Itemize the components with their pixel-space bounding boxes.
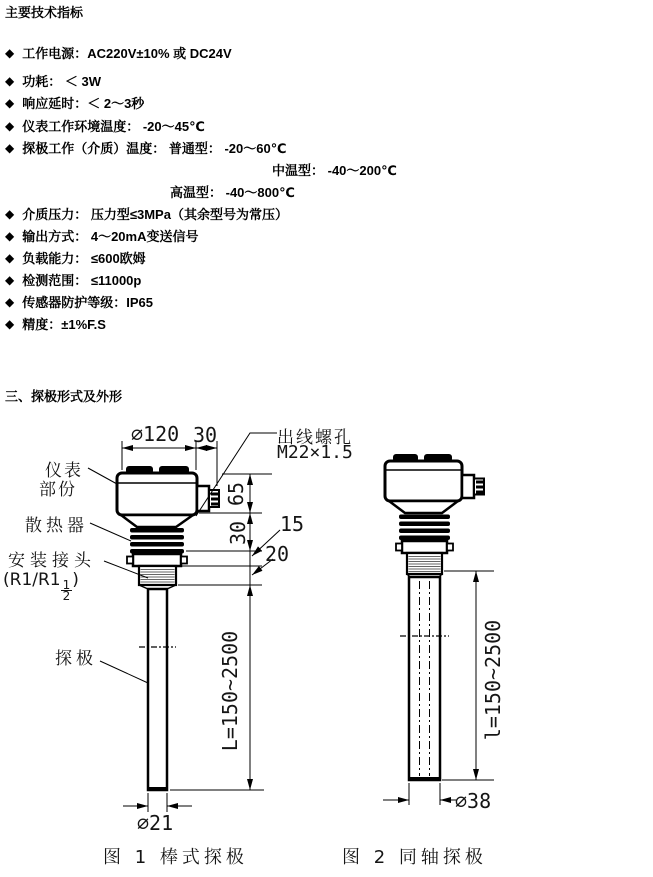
diamond-bullet-icon: ◆: [5, 74, 15, 88]
instrument-part-label-line1: 仪表: [45, 461, 83, 481]
figure1-caption: 图 1 棒式探极: [103, 847, 248, 868]
spec-text: 仪表工作环境温度： -20～45℃: [22, 119, 205, 134]
spec-text: 检测范围： ≤11000p: [22, 273, 142, 288]
figure1-drawing: [88, 433, 280, 812]
mount-joint-spec-label: (R1/R1 $\frac{1}{2}$ ): [3, 570, 79, 603]
dim-label-tube-length: l=150~2500: [481, 619, 505, 741]
spec-text: 中温型： -40～200℃: [272, 163, 397, 178]
spec-text: 工作电源：AC220V±10% 或 DC24V: [22, 46, 232, 61]
spec-text: 精度：±1%F.S: [22, 317, 106, 332]
instrument-part-label-line2: 部份: [39, 480, 77, 500]
spec-text: 输出方式： 4～20mA变送信号: [22, 229, 199, 244]
spec-text: 传感器防护等级：IP65: [22, 295, 153, 310]
figure2-heatsink-fins: [399, 515, 450, 541]
instrument-part-leader-line: [88, 468, 117, 484]
dim-label-head-height: 65: [224, 481, 248, 507]
figure2-caption: 图 2 同轴探极: [342, 847, 487, 868]
diamond-bullet-icon: ◆: [5, 273, 15, 287]
figure1-mounting-nut: [127, 554, 187, 566]
dim-label-heatsink-height: 30: [226, 520, 250, 546]
heatsink-label: 散热器: [25, 516, 88, 536]
dim-label-thread: 20: [265, 542, 290, 566]
figure1-thread: [139, 566, 176, 589]
figure2-mounting-nut: [396, 541, 453, 553]
spec-text: 响应延时：＜ 2～3秒: [22, 96, 145, 111]
dim-label-nut: 15: [280, 512, 305, 536]
figure1-heatsink-fins: [130, 528, 184, 554]
section-heading: 三、探极形式及外形: [5, 389, 123, 404]
spec-text: 负载能力： ≤600欧姆: [22, 251, 146, 266]
figure2-probe-head: [385, 454, 484, 513]
dim-label-rod-diameter: ∅21: [137, 811, 174, 835]
spec-text: 功耗： ＜ 3W: [22, 74, 101, 89]
diamond-bullet-icon: ◆: [5, 119, 15, 133]
dim-label-tube-diameter: ∅38: [455, 789, 492, 813]
outlet-thread-spec-label: M22×1.5: [277, 442, 353, 463]
diamond-bullet-icon: ◆: [5, 96, 15, 110]
dim-label-connector-width: 30: [193, 423, 218, 447]
probe-label: 探极: [55, 649, 97, 669]
spec-text: 介质压力： 压力型≤3MPa（其余型号为常压）: [22, 207, 288, 222]
diamond-bullet-icon: ◆: [5, 229, 15, 243]
outlet-hole-label: 出线螺孔: [277, 428, 353, 448]
spec-text: 探极工作（介质）温度： 普通型： -20～60℃: [22, 141, 287, 156]
dim-label-rod-length: L=150~2500: [218, 630, 242, 752]
diamond-bullet-icon: ◆: [5, 295, 15, 309]
page-title: 主要技术指标: [5, 5, 84, 20]
dim-label-head-diameter: ∅120: [131, 422, 180, 446]
figure2-coaxial-tube: [400, 577, 449, 780]
diamond-bullet-icon: ◆: [5, 251, 15, 265]
figure1-probe-head: [117, 466, 219, 527]
half-fraction: $\frac{1}{2}$: [62, 578, 71, 603]
diamond-bullet-icon: ◆: [5, 46, 15, 60]
probe-leader-line: [100, 661, 148, 683]
diamond-bullet-icon: ◆: [5, 141, 15, 155]
heatsink-leader-line: [90, 523, 131, 541]
spec-text: 高温型： -40～800℃: [170, 185, 295, 200]
diamond-bullet-icon: ◆: [5, 207, 15, 221]
mount-joint-label: 安装接头: [8, 551, 96, 571]
figure1-probe-rod: [139, 589, 176, 790]
figure2-thread: [407, 553, 442, 577]
diamond-bullet-icon: ◆: [5, 317, 15, 331]
figure2-drawing: [383, 454, 494, 805]
